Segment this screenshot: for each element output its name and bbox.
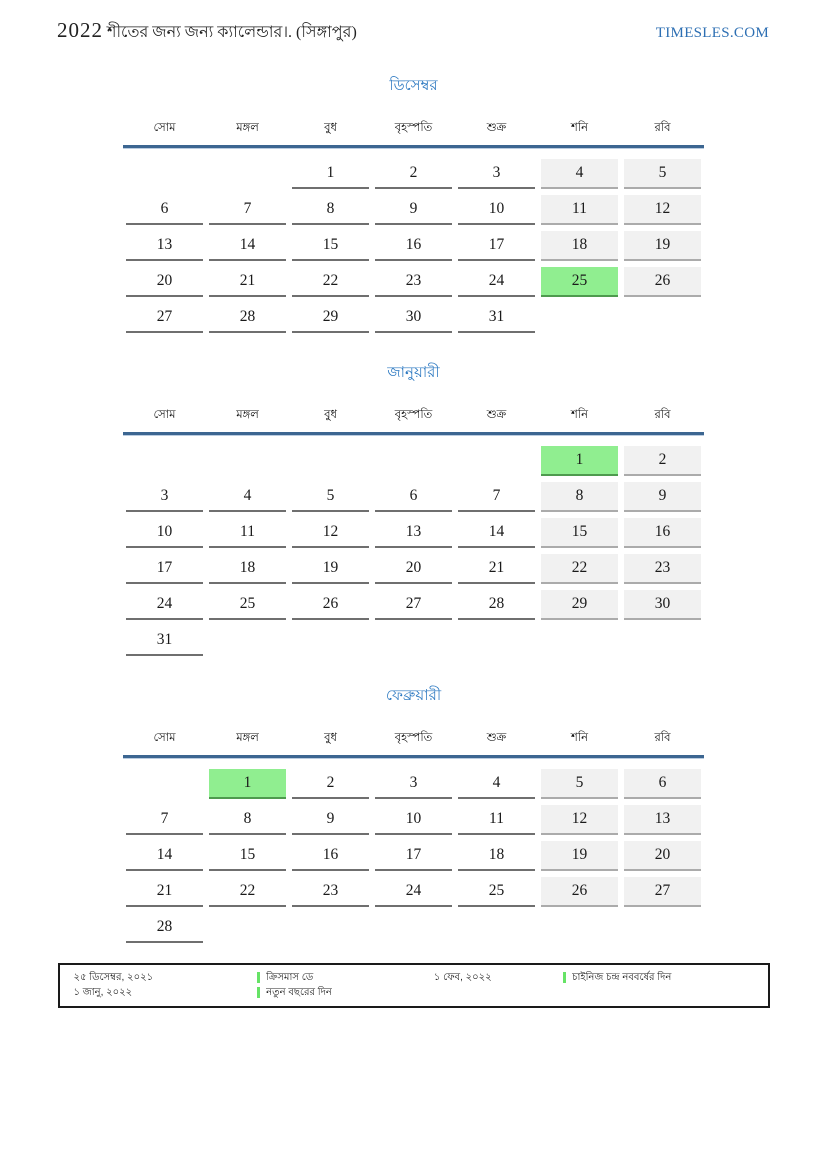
day-cell: 26 bbox=[292, 590, 369, 620]
empty-cell bbox=[126, 446, 203, 476]
day-cell: 17 bbox=[375, 841, 452, 871]
weekday-label: শনি bbox=[571, 122, 588, 134]
day-cell: 11 bbox=[458, 805, 535, 835]
week-row bbox=[123, 231, 704, 261]
legend-text: ২৫ ডিসেম্বর, ২০২১ bbox=[73, 972, 154, 983]
day-cell: 14 bbox=[126, 841, 203, 871]
day-cell: 25 bbox=[458, 877, 535, 907]
day-cell: 30 bbox=[375, 303, 452, 333]
legend-date bbox=[434, 970, 563, 985]
day-cell: 18 bbox=[458, 841, 535, 871]
day-cell: 5 bbox=[292, 482, 369, 512]
page-title bbox=[57, 18, 357, 46]
empty-cell bbox=[292, 626, 369, 656]
legend-text: চাইনিজ চন্দ্র নববর্ষের দিন bbox=[572, 972, 672, 983]
weekday-label: সোম bbox=[153, 732, 176, 744]
day-cell: 3 bbox=[126, 482, 203, 512]
day-cell: 5 bbox=[624, 159, 701, 189]
page-title-text: শীতের জন্য জন্য ক্যালেন্ডার।. (সিঙ্গাপুর) bbox=[107, 24, 357, 41]
calendar-grid bbox=[123, 148, 704, 333]
day-cell: 6 bbox=[624, 769, 701, 799]
day-cell: 1 bbox=[209, 769, 286, 799]
week-row bbox=[123, 303, 704, 333]
empty-cell bbox=[541, 303, 618, 333]
day-cell: 15 bbox=[209, 841, 286, 871]
weekday-label: বুধ bbox=[324, 122, 337, 134]
empty-cell bbox=[458, 913, 535, 943]
week-row bbox=[123, 841, 704, 871]
week-row bbox=[123, 769, 704, 799]
day-cell: 28 bbox=[209, 303, 286, 333]
week-row bbox=[123, 877, 704, 907]
empty-cell bbox=[624, 303, 701, 333]
empty-cell bbox=[209, 159, 286, 189]
empty-cell bbox=[458, 626, 535, 656]
week-row bbox=[123, 446, 704, 476]
weekday-label: রবি bbox=[654, 122, 671, 134]
legend-box bbox=[58, 963, 770, 1008]
week-row bbox=[123, 518, 704, 548]
day-cell: 26 bbox=[624, 267, 701, 297]
month-title: ডিসেম্বর bbox=[389, 77, 438, 94]
weekday-label: মঙ্গল bbox=[236, 732, 259, 744]
day-cell: 10 bbox=[375, 805, 452, 835]
day-cell: 27 bbox=[375, 590, 452, 620]
day-cell: 8 bbox=[292, 195, 369, 225]
week-row bbox=[123, 626, 704, 656]
empty-cell bbox=[624, 913, 701, 943]
empty-cell bbox=[292, 913, 369, 943]
legend-holiday-label bbox=[257, 970, 434, 985]
calendar-grid bbox=[123, 435, 704, 656]
day-cell: 12 bbox=[292, 518, 369, 548]
day-cell: 19 bbox=[292, 554, 369, 584]
day-cell: 19 bbox=[541, 841, 618, 871]
day-cell: 14 bbox=[209, 231, 286, 261]
day-cell: 21 bbox=[209, 267, 286, 297]
weekday-label: বুধ bbox=[324, 732, 337, 744]
day-cell: 19 bbox=[624, 231, 701, 261]
day-cell: 27 bbox=[624, 877, 701, 907]
day-cell: 4 bbox=[458, 769, 535, 799]
day-cell: 23 bbox=[292, 877, 369, 907]
legend-text: ১ ফেব, ২০২২ bbox=[433, 972, 492, 983]
weekday-label: সোম bbox=[153, 409, 176, 421]
site-link[interactable]: TIMESLES.COM bbox=[655, 25, 769, 41]
weekday-label: রবি bbox=[654, 409, 671, 421]
day-cell: 22 bbox=[209, 877, 286, 907]
empty-cell bbox=[209, 446, 286, 476]
legend-column bbox=[563, 970, 753, 1000]
weekday-label: বৃহস্পতি bbox=[394, 732, 433, 744]
empty-cell bbox=[209, 626, 286, 656]
day-cell: 14 bbox=[458, 518, 535, 548]
day-cell: 25 bbox=[541, 267, 618, 297]
legend-column bbox=[257, 970, 434, 1000]
day-cell: 29 bbox=[541, 590, 618, 620]
weekday-label: শনি bbox=[571, 732, 588, 744]
day-cell: 11 bbox=[209, 518, 286, 548]
day-cell: 6 bbox=[375, 482, 452, 512]
day-cell: 20 bbox=[375, 554, 452, 584]
empty-cell bbox=[209, 913, 286, 943]
day-cell: 15 bbox=[541, 518, 618, 548]
day-cell: 24 bbox=[375, 877, 452, 907]
weekday-label: শুক্র bbox=[486, 409, 507, 421]
weekday-label: শুক্র bbox=[486, 122, 507, 134]
day-cell: 7 bbox=[458, 482, 535, 512]
month-section bbox=[123, 361, 704, 656]
day-cell: 29 bbox=[292, 303, 369, 333]
day-cell: 9 bbox=[624, 482, 701, 512]
empty-cell bbox=[458, 446, 535, 476]
week-row bbox=[123, 195, 704, 225]
empty-cell bbox=[375, 446, 452, 476]
day-cell: 20 bbox=[126, 267, 203, 297]
week-row bbox=[123, 554, 704, 584]
day-cell: 15 bbox=[292, 231, 369, 261]
page-header bbox=[0, 0, 827, 46]
day-cell: 2 bbox=[624, 446, 701, 476]
holiday-marker-icon bbox=[257, 972, 260, 983]
day-cell: 16 bbox=[292, 841, 369, 871]
weekday-header-row bbox=[123, 729, 704, 748]
empty-cell bbox=[126, 159, 203, 189]
legend-holiday-label bbox=[257, 985, 434, 1000]
weekday-label: মঙ্গল bbox=[236, 122, 259, 134]
day-cell: 22 bbox=[541, 554, 618, 584]
day-cell: 28 bbox=[458, 590, 535, 620]
day-cell: 6 bbox=[126, 195, 203, 225]
day-cell: 16 bbox=[624, 518, 701, 548]
week-row bbox=[123, 159, 704, 189]
legend-holiday-label bbox=[563, 970, 753, 985]
legend-text: নতুন বছরের দিন bbox=[266, 987, 332, 998]
day-cell: 22 bbox=[292, 267, 369, 297]
year-label: 2022 bbox=[57, 18, 103, 42]
day-cell: 17 bbox=[126, 554, 203, 584]
legend-column bbox=[74, 970, 258, 1000]
empty-cell bbox=[624, 626, 701, 656]
day-cell: 31 bbox=[458, 303, 535, 333]
holiday-marker-icon bbox=[563, 972, 566, 983]
day-cell: 11 bbox=[541, 195, 618, 225]
day-cell: 9 bbox=[375, 195, 452, 225]
weekday-label: সোম bbox=[153, 122, 176, 134]
day-cell: 7 bbox=[126, 805, 203, 835]
empty-cell bbox=[375, 626, 452, 656]
day-cell: 25 bbox=[209, 590, 286, 620]
day-cell: 9 bbox=[292, 805, 369, 835]
week-row bbox=[123, 267, 704, 297]
weekday-header-row bbox=[123, 406, 704, 425]
day-cell: 8 bbox=[209, 805, 286, 835]
day-cell: 20 bbox=[624, 841, 701, 871]
months-container bbox=[123, 74, 704, 943]
weekday-label: শনি bbox=[571, 409, 588, 421]
legend-date bbox=[74, 970, 258, 985]
day-cell: 16 bbox=[375, 231, 452, 261]
day-cell: 4 bbox=[541, 159, 618, 189]
day-cell: 26 bbox=[541, 877, 618, 907]
legend-text: ক্রিসমাস ডে bbox=[266, 972, 314, 983]
day-cell: 23 bbox=[624, 554, 701, 584]
day-cell: 31 bbox=[126, 626, 203, 656]
weekday-label: শুক্র bbox=[486, 732, 507, 744]
day-cell: 10 bbox=[126, 518, 203, 548]
weekday-label: মঙ্গল bbox=[236, 409, 259, 421]
day-cell: 3 bbox=[458, 159, 535, 189]
calendar-grid bbox=[123, 758, 704, 943]
weekday-label: বৃহস্পতি bbox=[394, 122, 433, 134]
day-cell: 13 bbox=[126, 231, 203, 261]
day-cell: 2 bbox=[375, 159, 452, 189]
day-cell: 1 bbox=[541, 446, 618, 476]
day-cell: 23 bbox=[375, 267, 452, 297]
day-cell: 17 bbox=[458, 231, 535, 261]
week-row bbox=[123, 590, 704, 620]
weekday-label: রবি bbox=[654, 732, 671, 744]
day-cell: 21 bbox=[126, 877, 203, 907]
day-cell: 4 bbox=[209, 482, 286, 512]
month-title: জানুয়ারী bbox=[387, 364, 440, 381]
day-cell: 3 bbox=[375, 769, 452, 799]
empty-cell bbox=[541, 913, 618, 943]
empty-cell bbox=[375, 913, 452, 943]
day-cell: 12 bbox=[624, 195, 701, 225]
legend-date bbox=[74, 985, 258, 1000]
day-cell: 18 bbox=[209, 554, 286, 584]
legend-text: ১ জানু, ২০২২ bbox=[73, 987, 133, 998]
day-cell: 5 bbox=[541, 769, 618, 799]
weekday-header-row bbox=[123, 119, 704, 138]
week-row bbox=[123, 913, 704, 943]
holiday-marker-icon bbox=[257, 987, 260, 998]
day-cell: 27 bbox=[126, 303, 203, 333]
day-cell: 10 bbox=[458, 195, 535, 225]
day-cell: 13 bbox=[624, 805, 701, 835]
day-cell: 2 bbox=[292, 769, 369, 799]
day-cell: 24 bbox=[126, 590, 203, 620]
weekday-label: বৃহস্পতি bbox=[394, 409, 433, 421]
month-title: ফেব্রুয়ারী bbox=[385, 687, 442, 704]
empty-cell bbox=[126, 769, 203, 799]
legend-column bbox=[434, 970, 563, 1000]
day-cell: 13 bbox=[375, 518, 452, 548]
day-cell: 1 bbox=[292, 159, 369, 189]
empty-cell bbox=[541, 626, 618, 656]
day-cell: 12 bbox=[541, 805, 618, 835]
day-cell: 28 bbox=[126, 913, 203, 943]
day-cell: 21 bbox=[458, 554, 535, 584]
month-section bbox=[123, 684, 704, 943]
week-row bbox=[123, 482, 704, 512]
month-section bbox=[123, 74, 704, 333]
day-cell: 8 bbox=[541, 482, 618, 512]
empty-cell bbox=[292, 446, 369, 476]
week-row bbox=[123, 805, 704, 835]
day-cell: 7 bbox=[209, 195, 286, 225]
weekday-label: বুধ bbox=[324, 409, 337, 421]
day-cell: 24 bbox=[458, 267, 535, 297]
day-cell: 30 bbox=[624, 590, 701, 620]
day-cell: 18 bbox=[541, 231, 618, 261]
